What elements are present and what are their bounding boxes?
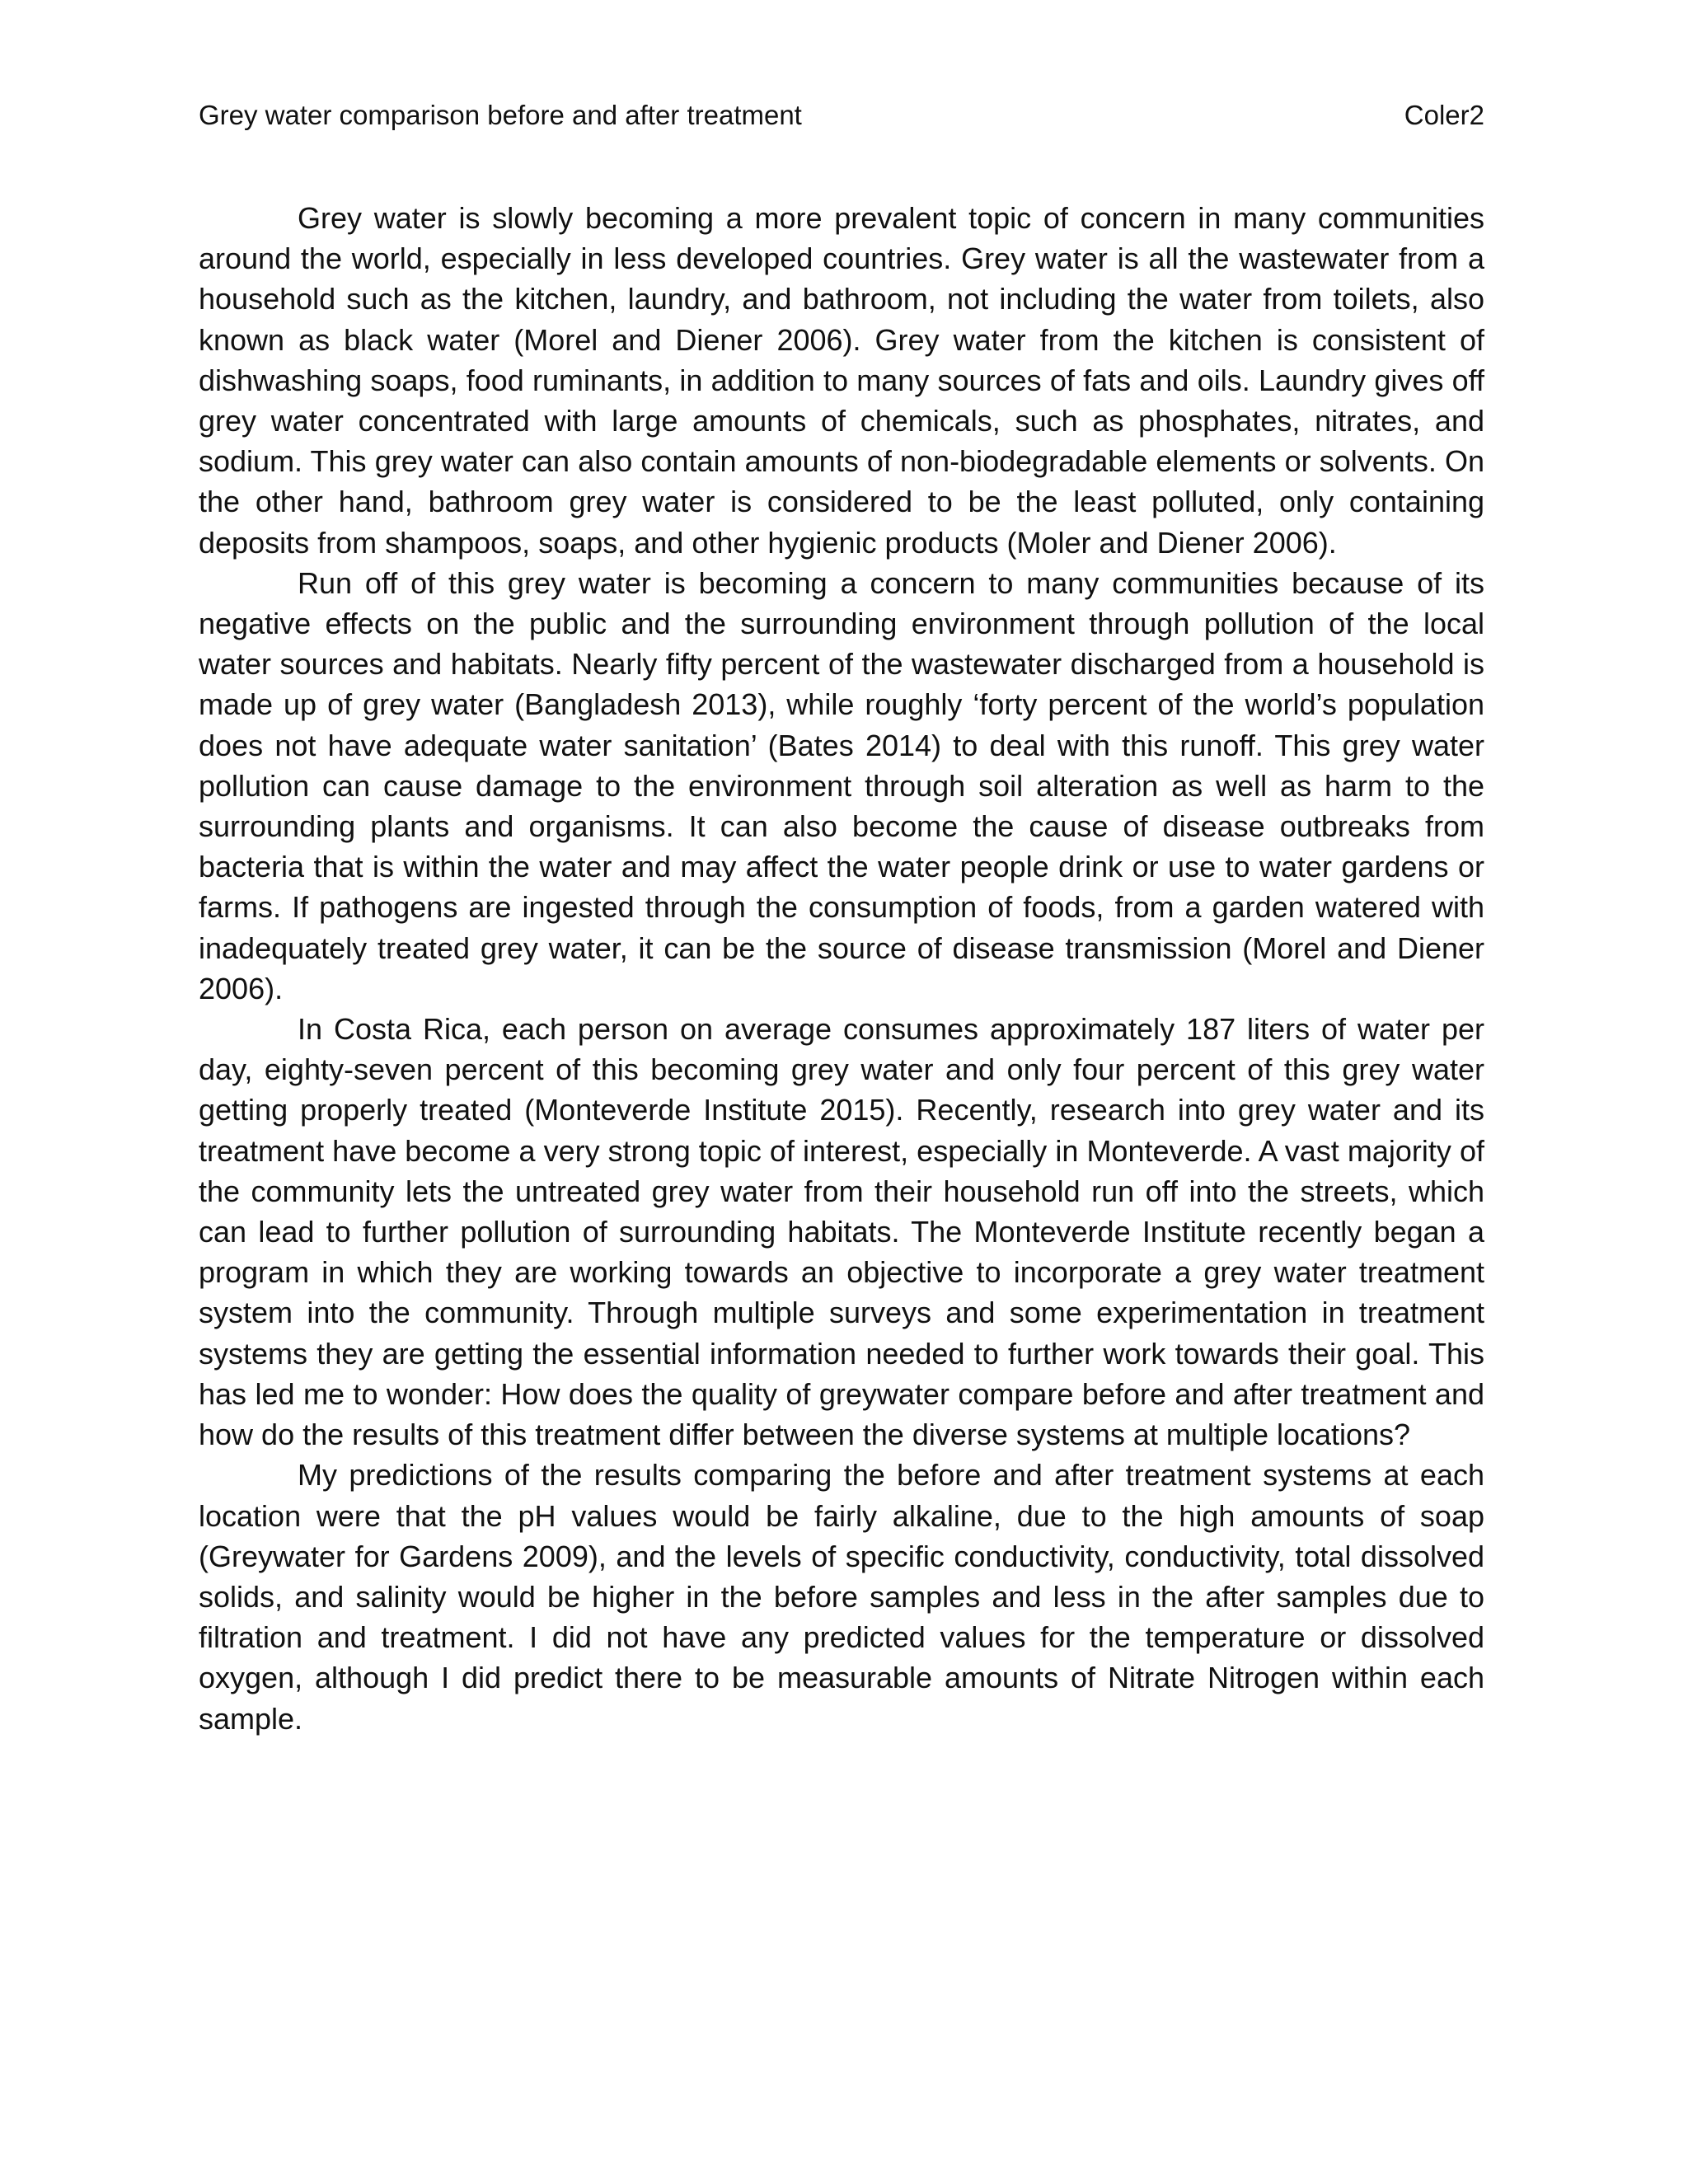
- paragraph-runoff: Run off of this grey water is becoming a concern to many communities because of its negative effects on the public and the surrounding environment through pollution of the local water sources and habitats. Nearly fifty percent of the wastewater discharged from a household is made up of grey water (Bangladesh 2013), while roughly ‘forty percent of the world’s population does not have adequate water sanitation’ (Bates 2014) to deal with this runoff. This grey water pollution can cause damage to the environment through soil alteration as well as harm to the surrounding plants and organisms. It can also become the cause of disease outbreaks from bacteria that is within the water and may affect the water people drink or use to water gardens or farms. If pathogens are ingested through the consumption of foods, from a garden watered with inadequately treated grey water, it can be the source of disease transmission (Morel and Diener 2006).: [199, 565, 1484, 1005]
- body-text: [199, 198, 1484, 1739]
- page-header: [199, 97, 1484, 134]
- paragraph-intro: Grey water is slowly becoming a more prevalent topic of concern in many communities around the world, especially in less developed countries. Grey water is all the wastewater from a household such as the kitchen, laundry, and bathroom, not including the water from toilets, also known as black water (Morel and Diener 2006). Grey water from the kitchen is consistent of dishwashing soaps, food ruminants, in addition to many sources of fats and oils. Laundry gives off grey water concentrated with large amounts of chemicals, such as phosphates, nitrates, and sodium. This grey water can also contain amounts of non-biodegradable elements or solvents. On the other hand, bathroom grey water is considered to be the least polluted, only containing deposits from shampoos, soaps, and other hygienic products (Moler and Diener 2006).: [199, 201, 1484, 560]
- paragraph-predictions: My predictions of the results comparing the before and after treatment systems at each location were that the pH values would be fairly alkaline, due to the high amounts of soap (Greywater for Gardens 2009), and the levels of specific conductivity, conductivity, total dissolved solids, and salinity would be higher in the before samples and less in the after samples due to filtration and treatment. I did not have any predicted values for the temperature or dissolved oxygen, although I did predict there to be measurable amounts of Nitrate Nitrogen within each sample.: [199, 1458, 1484, 1736]
- page-number-label: Coler2: [1404, 100, 1484, 130]
- running-title: Grey water comparison before and after treatment: [199, 100, 802, 130]
- paragraph-costa-rica: In Costa Rica, each person on average consumes approximately 187 liters of water per day, eighty-seven percent of this becoming grey water and only four percent of this grey water getting properly treated (Monteverde Institute 2015). Recently, research into grey water and its treatment have become a very strong topic of interest, especially in Monteverde. A vast majority of the community lets the untreated grey water from their household run off into the streets, which can lead to further pollution of surrounding habitats. The Monteverde Institute recently began a program in which they are working towards an objective to incorporate a grey water treatment system into the community. Through multiple surveys and some experimentation in treatment systems they are getting the essential information needed to further work towards their goal. This has led me to wonder: How does the quality of greywater compare before and after treatment and how do the results of this treatment differ between the diverse systems at multiple locations?: [199, 1012, 1484, 1452]
